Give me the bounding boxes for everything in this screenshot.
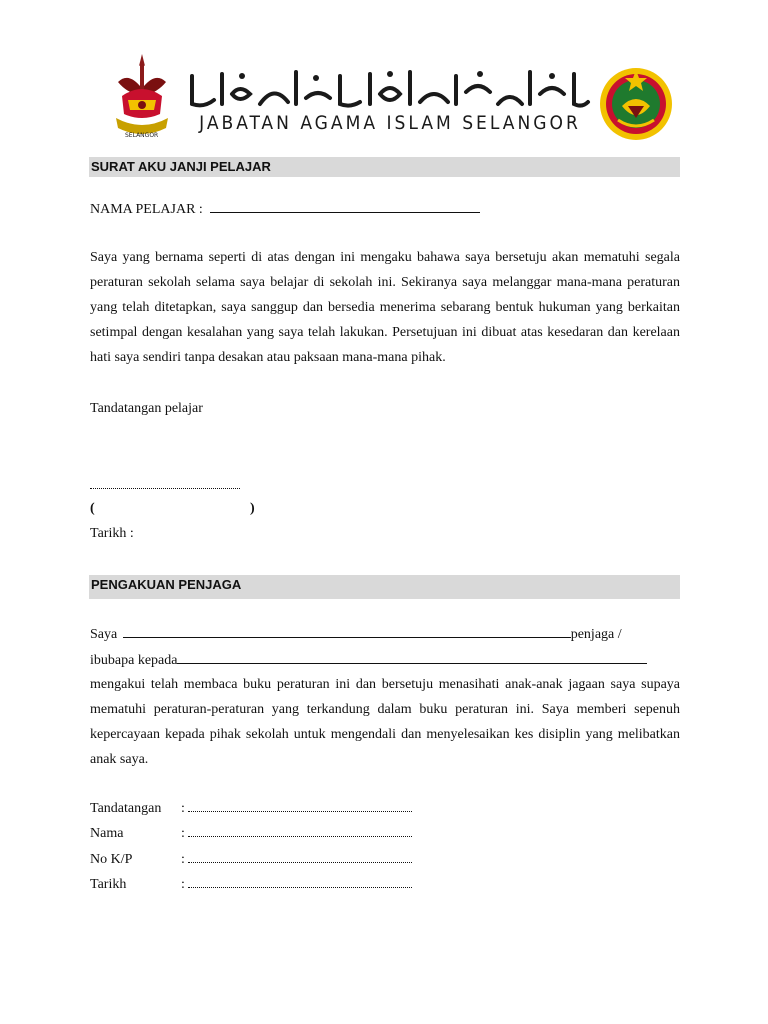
guardian-signature-fields	[90, 800, 430, 900]
guardian-name-row	[90, 625, 622, 644]
jawi-calligraphy-graphic	[184, 64, 592, 112]
field-colon: :	[181, 826, 185, 841]
guardian-section-title: PENGAKUAN PENJAGA	[89, 575, 680, 599]
jais-emblem-logo	[596, 62, 676, 142]
penjaga-label: penjaga /	[570, 627, 622, 642]
field-colon: :	[181, 801, 185, 816]
nama-field[interactable]	[188, 825, 412, 837]
ibubapa-label: ibubapa kepada	[90, 653, 178, 668]
student-signature-line[interactable]	[90, 476, 240, 494]
paren-close: )	[250, 501, 255, 516]
student-section-title: SURAT AKU JANJI PELAJAR	[89, 157, 680, 177]
paren-open: (	[90, 501, 95, 516]
department-banner	[184, 64, 592, 142]
student-name-parenthesis	[90, 500, 255, 518]
tarikh-field[interactable]	[188, 876, 412, 888]
student-declaration: Saya yang bernama seperti di atas dengan ini mengaku bahawa saya bersetuju akan mematuhi segala peraturan sekolah selama saya belajar di sekolah ini. Sekiranya saya melanggar mana-mana peraturan yang telah ditetapkan, saya sanggup dan bersedia menerima sebarang bentuk hukuman yang berkaitan setimpal dengan kesalahan yang saya telah lakukan. Persetujuan ini dibuat atas kesedaran dan kerelaan hati saya sendiri tanpa desakan atau paksaan mana-mana pihak.	[90, 250, 680, 365]
field-colon: :	[181, 877, 185, 892]
crest-label: SELANGOR	[125, 132, 159, 139]
student-name-label: NAMA PELAJAR :	[90, 202, 203, 217]
ward-name-field[interactable]	[177, 651, 647, 664]
field-label: Tarikh	[90, 877, 127, 892]
student-name-field[interactable]	[210, 200, 480, 213]
student-name-row	[90, 200, 480, 219]
guardian-name-field[interactable]	[123, 625, 571, 638]
student-date-label: Tarikh :	[90, 526, 134, 541]
guardian-declaration: mengakui telah membaca buku peraturan ini dan bersetuju menasihati anak-anak jagaan saya supaya mematuhi peraturan-peraturan yang terkandung dalam buku peraturan ini. Saya memberi sepenuh kepercayaan kepada pihak sekolah untuk mengendali dan menyelesaikan kes disiplin yang melibatkan anak saya.	[90, 677, 680, 767]
selangor-crest-logo	[108, 52, 176, 144]
nokp-field[interactable]	[188, 851, 412, 863]
field-label: Tandatangan	[90, 801, 162, 816]
field-label: Nama	[90, 826, 124, 841]
department-name: JABATAN AGAMA ISLAM SELANGOR	[199, 112, 581, 134]
field-colon: :	[181, 852, 185, 867]
student-signature-label: Tandatangan pelajar	[90, 401, 203, 416]
saya-label: Saya	[90, 627, 118, 642]
tandatangan-field[interactable]	[188, 800, 412, 812]
ward-name-row	[90, 651, 647, 670]
field-label: No K/P	[90, 852, 133, 867]
